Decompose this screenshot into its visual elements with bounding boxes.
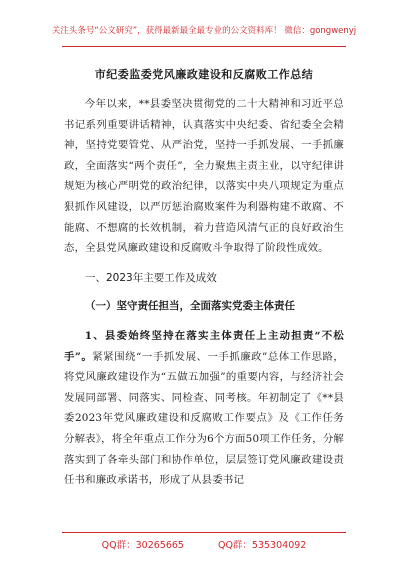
footer-divider [62,532,346,533]
subsection-heading: （一）坚守责任担当，全面落实党委主体责任 [85,300,295,313]
header-divider [62,46,346,47]
document-title: 市纪委监委党风廉政建设和反腐败工作总结 [94,68,314,81]
intro-paragraph: 今年以来，**县委坚决贯彻党的二十大精神和习近平总书记系列重要讲话精神，认真落实中央纪委、省纪委全会精神，坚持党要管党、从严治党，坚持一手抓发展、一手抓廉政，全面落实“两个责任”，全力聚焦主责主业，以守纪律讲规矩为核心严明党的政治纪律，以落实中央八项规定为重点狠抓作风建设，以严厉惩治腐败案件为利器构建不敢腐、不能腐、不想腐的长效机制，着力营造风清气正的良好政治生态，全县党风廉政建设和反腐败斗争取得了阶段性成效。 [64,98,344,255]
document-body [64,66,344,491]
header-promo-text: 关注头条号“公文研究”，获得最新最全最专业的公文资料库！ 微信：gongwenyj [51,26,357,36]
section-heading: 一、2023年主要工作及成效 [85,271,217,284]
item-heading: 1、县委始终坚持在落实主体责任上主动担责“不松手”。 [64,329,344,363]
page-footer [0,537,408,551]
item-paragraph [64,326,344,491]
footer-qq-group-2: QQ群：535304092 [217,540,307,551]
item-body: 紧紧围绕“一手抓发展、一手抓廉政”总体工作思路，将党风廉政建设作为“五做五加强”的重要内容，与经济社会发展同部署、同落实、同检查、同考核。年初制定了《**县委2023年党风廉政建设和反腐败工作要点》及《工作任务分解表》，将全年重点工作分为6个方面50项工作任务，分解落实到了各牵头部门和协作单位，层层签订党风廉政建设责任书和廉政承诺书，形成了从县委书记 [64,350,345,487]
footer-qq-group: QQ群：30265665 [101,540,184,551]
